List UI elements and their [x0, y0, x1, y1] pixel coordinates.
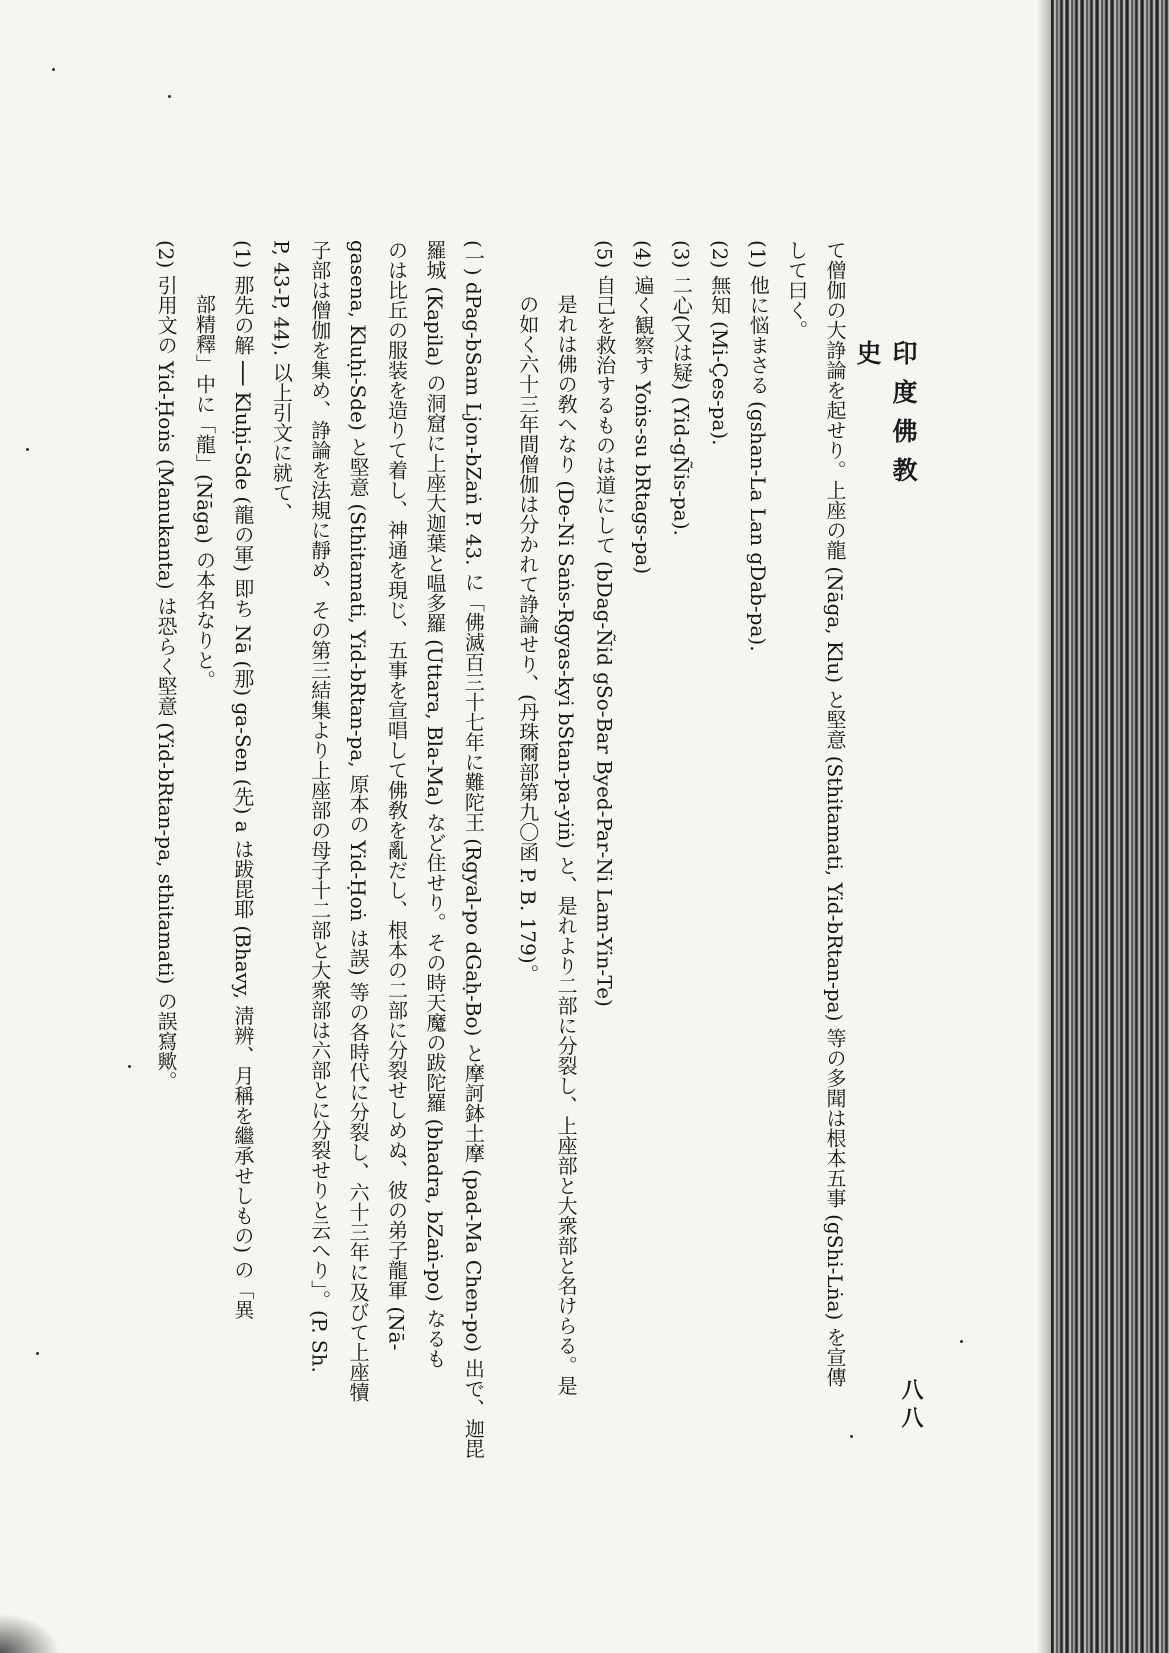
- footnote-line: (一) dPag-bSam Ljon-bZaṅ P. 43. に「佛滅百三十七年に難陀王 (Rgyal-po dGaḥ-Bo) と摩訶鉢土摩 (pad-Ma Chen-po) 出で、迦毘: [461, 240, 486, 1459]
- list-item-4: (4) 遍く観察す Yoṅs-su bRtags-pa): [630, 240, 655, 575]
- section-gap: [492, 240, 508, 1620]
- dust-speck: [850, 1435, 853, 1438]
- list-item-2: (2) 無知 (Mi-Çes-pa).: [707, 240, 732, 446]
- text-line: 是れは佛の敎へなり (De-Ni Saṅs-Rgyas-kyi bStan-pa-yiṅ) と、是れより二部に分裂し、上座部と大衆部と名けらる。是: [554, 294, 579, 1396]
- footnote-line: 部精釋」中に「龍」(Nāga) の本名なりと。: [192, 294, 217, 691]
- book-page-edges: [1051, 0, 1169, 1653]
- footnote-line: 子部は僧伽を集め、諍論を法規に靜め、その第三結集より上座部の母子十二部と大衆部は六部とに分裂せりと云へり」。(P. Sh.: [307, 240, 332, 1373]
- dust-speck: [128, 1065, 131, 1068]
- footnote-line: P, 43-P, 44). 以上引文に就て、: [269, 240, 294, 523]
- body-text-block: [14, 240, 854, 1620]
- footnote-line: のは比丘の服装を造りて着し、神通を現じ、五事を宣唱して佛敎を亂だし、根本の二部に分裂せしめぬ、彼の弟子龍軍 (Nā-: [384, 240, 409, 1351]
- footnote-subitem-2: (2) 引用文の Yid-Ḥoṅs (Manukanta) は恐らく堅意 (Yid-bRtan-pa, sthitamati) の誤寫歟。: [154, 240, 179, 1091]
- text-line: の如く六十三年間僧伽は分かれて諍論せり、(丹珠爾部第九〇函 P. B. 179)。: [515, 294, 540, 984]
- text-line: して曰く。: [784, 240, 809, 340]
- dust-speck: [960, 1340, 963, 1343]
- list-item-3: (3) 二心(又は疑) (Yid-gÑis-pa).: [669, 240, 694, 536]
- footnote-line: 羅城 (Kapila) の洞窟に上座大迦葉と嗢多羅 (Uttara, Bla-Ma) など住せり。その時天魔の跋陀羅 (bhadra, bZaṅ-po) なるも: [422, 240, 447, 1369]
- page-number: 八八: [898, 1378, 924, 1434]
- footnote-subitem-1: (1) 那先の解 ── Kluḥi-Sde (龍の軍) 即ち Nā (那) ga-Sen (先) a は跋毘耶 (Bhavy, 淸辨、月稱を繼承せしもの) の「異: [230, 240, 255, 1320]
- dust-speck: [26, 448, 29, 451]
- page-edge-shadow: [1037, 0, 1051, 1653]
- dust-speck: [52, 68, 55, 71]
- running-header-title: 印度佛教史: [853, 340, 918, 496]
- dust-speck: [36, 1352, 39, 1355]
- list-item-5: (5) 自己を救治するものは道にして (bDag-Ñid gSo-Bar Byed-Par-Ni Lam-Yin-Te): [592, 240, 617, 1007]
- text-line: て僧伽の大諍論を起せり。上座の龍 (Nāga, Klu) と堅意 (Sthitamati, Yid-bRtan-pa) 等の多聞は根本五事 (gShi-Lṅa) を宣傳: [823, 240, 847, 1387]
- footnote-line: gasena, Kluḥi-Sde) と堅意 (Sthitamati, Yid-bRtan-pa, 原本の Yid-Ḥoṅ は誤) 等の各時代に分裂し、六十三年に及びて上座犢: [346, 240, 371, 1403]
- list-item-1: (1) 他に悩まさる (gshan-La Lan gDab-pa).: [746, 240, 771, 652]
- dust-speck: [168, 95, 171, 98]
